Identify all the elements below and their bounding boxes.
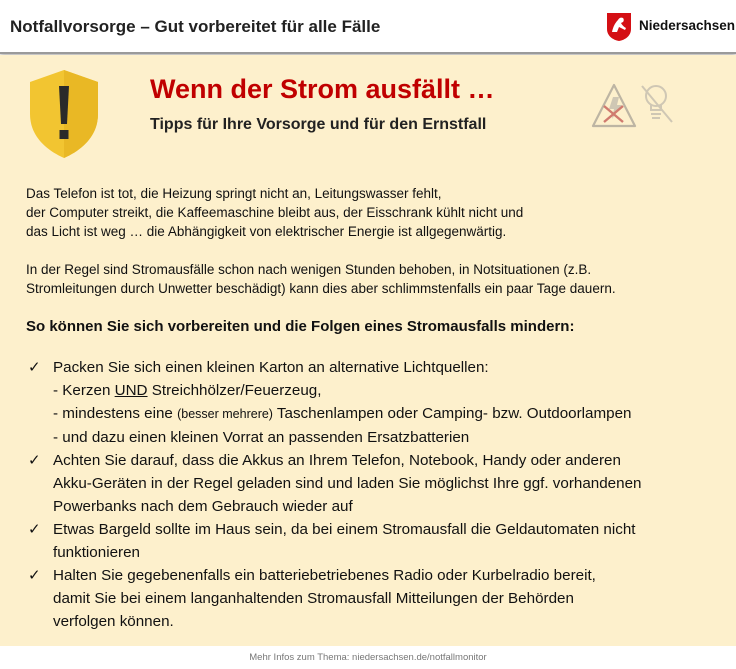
tip-item-cash — [28, 518, 718, 564]
checkmark-icon: ✓ — [28, 520, 41, 538]
checkmark-icon: ✓ — [28, 451, 41, 469]
niedersachsen-horse-logo-icon — [606, 12, 632, 42]
tip-text: - mindestens eine — [53, 405, 178, 422]
checkmark-icon: ✓ — [28, 358, 41, 376]
tip-line: Etwas Bargeld sollte im Haus sein, da bei einem Stromausfall die Geldautomaten nicht — [53, 521, 636, 538]
warning-shield-icon — [26, 68, 102, 160]
tip-item-radio — [28, 564, 718, 633]
tip-line: Powerbanks nach dem Gebrauch wieder auf — [53, 498, 353, 515]
tip-text: Taschenlampen oder Camping- bzw. Outdoorlampen — [272, 405, 632, 422]
header-title: Notfallvorsorge – Gut vorbereitet für alle Fälle — [10, 17, 381, 36]
sub-title: Tipps für Ihre Vorsorge und für den Ernstfall — [150, 116, 487, 133]
tip-line: Achten Sie darauf, dass die Akkus an Ihrem Telefon, Notebook, Handy oder anderen — [53, 452, 621, 469]
tip-text: - Kerzen — [53, 382, 115, 399]
intro-line: der Computer streikt, die Kaffeemaschine bleibt aus, der Eisschrank kühlt nicht und — [26, 205, 524, 220]
tip-line: damit Sie bei einem langanhaltenden Stromausfall Mitteilungen der Behörden — [53, 590, 574, 607]
tip-line: funktionieren — [53, 544, 140, 561]
rule-line: In der Regel sind Stromausfälle schon nach wenigen Stunden behoben, in Notsituationen (z.B. — [26, 262, 592, 277]
footer-link[interactable]: Mehr Infos zum Thema: niedersachsen.de/notfallmonitor — [249, 652, 487, 663]
tip-line: - und dazu einen kleinen Vorrat an passenden Ersatzbatterien — [53, 429, 470, 446]
page-header — [0, 0, 736, 54]
logo-text: Niedersachsen — [639, 18, 736, 33]
tip-line — [53, 402, 718, 426]
tip-line: Halten Sie gegebenenfalls ein batteriebetriebenes Radio oder Kurbelradio bereit, — [53, 567, 596, 584]
intro-paragraph — [26, 184, 706, 241]
tip-line: verfolgen können. — [53, 613, 174, 630]
tip-line — [53, 379, 718, 402]
intro-line: Das Telefon ist tot, die Heizung springt nicht an, Leitungswasser fehlt, — [26, 186, 442, 201]
intro-line: das Licht ist weg … die Abhängigkeit von elektrischer Energie ist allgegenwärtig. — [26, 224, 507, 239]
tips-heading: So können Sie sich vorbereiten und die Folgen eines Stromausfalls mindern: — [26, 318, 575, 335]
tip-text: Streichhölzer/Feuerzeug, — [147, 382, 322, 399]
checkmark-icon: ✓ — [28, 566, 41, 584]
tip-text-small: (besser mehrere) — [177, 407, 273, 421]
tips-list — [28, 356, 718, 633]
main-title: Wenn der Strom ausfällt … — [150, 74, 495, 104]
rule-paragraph — [26, 260, 706, 298]
tip-line: Akku-Geräten in der Regel geladen sind und laden Sie möglichst Ihre ggf. vorhandenen — [53, 475, 642, 492]
power-icons — [590, 82, 676, 130]
rule-line: Stromleitungen durch Unwetter beschädigt) kann dies aber schlimmstenfalls ein paar Tage dauern. — [26, 281, 616, 296]
tip-item-batteries — [28, 449, 718, 518]
tip-text-underlined: UND — [114, 382, 148, 399]
lightbulb-icon — [642, 86, 672, 122]
no-power-warning-icon — [593, 85, 635, 126]
tip-line: Packen Sie sich einen kleinen Karton an alternative Lichtquellen: — [53, 359, 489, 376]
tip-item-light — [28, 356, 718, 449]
